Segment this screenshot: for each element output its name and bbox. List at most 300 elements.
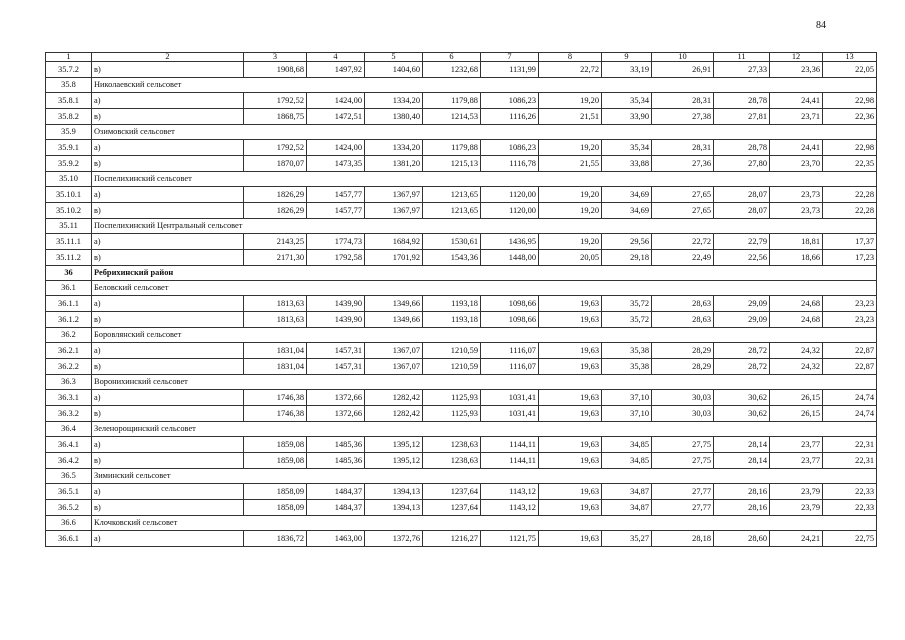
value-cell: 1831,04 xyxy=(244,343,307,359)
row-label: а) xyxy=(92,187,244,203)
row-code: 36.6 xyxy=(46,516,92,531)
table-row xyxy=(46,531,877,547)
value-cell: 30,03 xyxy=(652,406,714,422)
row-code: 35.7.2 xyxy=(46,62,92,78)
row-label: в) xyxy=(92,453,244,469)
value-cell: 22,79 xyxy=(714,234,770,250)
value-cell: 19,20 xyxy=(539,93,602,109)
value-cell: 1125,93 xyxy=(423,406,481,422)
tariff-table xyxy=(45,52,877,547)
value-cell: 1436,95 xyxy=(481,234,539,250)
value-cell: 22,31 xyxy=(823,453,877,469)
value-cell: 22,33 xyxy=(823,484,877,500)
value-cell: 1543,36 xyxy=(423,250,481,266)
value-cell: 24,32 xyxy=(770,343,823,359)
row-code: 35.11.1 xyxy=(46,234,92,250)
row-code: 36.3.2 xyxy=(46,406,92,422)
value-cell: 1424,00 xyxy=(307,140,365,156)
value-cell: 22,31 xyxy=(823,437,877,453)
section-name: Ребрихинский район xyxy=(92,266,877,281)
row-label: в) xyxy=(92,359,244,375)
value-cell: 1813,63 xyxy=(244,296,307,312)
row-code: 36.5.2 xyxy=(46,500,92,516)
value-cell: 23,23 xyxy=(823,296,877,312)
value-cell: 22,35 xyxy=(823,156,877,172)
table-row xyxy=(46,453,877,469)
value-cell: 23,79 xyxy=(770,484,823,500)
value-cell: 22,87 xyxy=(823,359,877,375)
section-name: Поспелихинский Центральный сельсовет xyxy=(92,219,877,234)
table-row xyxy=(46,234,877,250)
value-cell: 18,81 xyxy=(770,234,823,250)
value-cell: 1098,66 xyxy=(481,312,539,328)
value-cell: 19,63 xyxy=(539,359,602,375)
value-cell: 20,05 xyxy=(539,250,602,266)
value-cell: 33,88 xyxy=(602,156,652,172)
value-cell: 1116,07 xyxy=(481,359,539,375)
value-cell: 1216,27 xyxy=(423,531,481,547)
value-cell: 1485,36 xyxy=(307,437,365,453)
row-code: 36.6.1 xyxy=(46,531,92,547)
value-cell: 28,07 xyxy=(714,203,770,219)
value-cell: 1232,68 xyxy=(423,62,481,78)
value-cell: 1144,11 xyxy=(481,453,539,469)
section-name: Клочковский сельсовет xyxy=(92,516,877,531)
value-cell: 22,33 xyxy=(823,500,877,516)
value-cell: 28,31 xyxy=(652,140,714,156)
row-label: в) xyxy=(92,62,244,78)
value-cell: 22,75 xyxy=(823,531,877,547)
row-code: 36.4 xyxy=(46,422,92,437)
value-cell: 1439,90 xyxy=(307,296,365,312)
value-cell: 23,71 xyxy=(770,109,823,125)
value-cell: 1394,13 xyxy=(365,484,423,500)
value-cell: 1774,73 xyxy=(307,234,365,250)
table-row xyxy=(46,359,877,375)
value-cell: 1121,75 xyxy=(481,531,539,547)
value-cell: 35,72 xyxy=(602,312,652,328)
value-cell: 1334,20 xyxy=(365,140,423,156)
value-cell: 24,68 xyxy=(770,312,823,328)
section-name: Воронихинский сельсовет xyxy=(92,375,877,390)
value-cell: 18,66 xyxy=(770,250,823,266)
row-label: в) xyxy=(92,156,244,172)
value-cell: 22,56 xyxy=(714,250,770,266)
value-cell: 28,18 xyxy=(652,531,714,547)
value-cell: 1870,07 xyxy=(244,156,307,172)
value-cell: 19,20 xyxy=(539,140,602,156)
value-cell: 1349,66 xyxy=(365,296,423,312)
value-cell: 21,55 xyxy=(539,156,602,172)
value-cell: 24,41 xyxy=(770,93,823,109)
column-number: 10 xyxy=(652,53,714,62)
value-cell: 1213,65 xyxy=(423,187,481,203)
value-cell: 1457,77 xyxy=(307,203,365,219)
value-cell: 1684,92 xyxy=(365,234,423,250)
value-cell: 1120,00 xyxy=(481,203,539,219)
value-cell: 1484,37 xyxy=(307,500,365,516)
table-row xyxy=(46,203,877,219)
value-cell: 33,19 xyxy=(602,62,652,78)
value-cell: 28,16 xyxy=(714,500,770,516)
value-cell: 24,68 xyxy=(770,296,823,312)
value-cell: 1485,36 xyxy=(307,453,365,469)
row-code: 35.11.2 xyxy=(46,250,92,266)
value-cell: 1372,66 xyxy=(307,390,365,406)
value-cell: 1381,20 xyxy=(365,156,423,172)
value-cell: 1131,99 xyxy=(481,62,539,78)
table-row xyxy=(46,187,877,203)
value-cell: 1098,66 xyxy=(481,296,539,312)
section-name: Николаевский сельсовет xyxy=(92,78,877,93)
value-cell: 28,63 xyxy=(652,296,714,312)
value-cell: 1457,77 xyxy=(307,187,365,203)
value-cell: 22,87 xyxy=(823,343,877,359)
value-cell: 27,65 xyxy=(652,203,714,219)
row-label: а) xyxy=(92,140,244,156)
value-cell: 1746,38 xyxy=(244,390,307,406)
value-cell: 22,98 xyxy=(823,93,877,109)
row-code: 35.8.2 xyxy=(46,109,92,125)
table-row xyxy=(46,296,877,312)
value-cell: 1367,07 xyxy=(365,359,423,375)
value-cell: 23,73 xyxy=(770,187,823,203)
table-row xyxy=(46,500,877,516)
value-cell: 27,77 xyxy=(652,484,714,500)
value-cell: 1372,66 xyxy=(307,406,365,422)
value-cell: 19,63 xyxy=(539,531,602,547)
value-cell: 1193,18 xyxy=(423,312,481,328)
value-cell: 2171,30 xyxy=(244,250,307,266)
value-cell: 27,80 xyxy=(714,156,770,172)
table-row xyxy=(46,312,877,328)
value-cell: 28,31 xyxy=(652,93,714,109)
value-cell: 1813,63 xyxy=(244,312,307,328)
section-row xyxy=(46,469,877,484)
row-label: а) xyxy=(92,437,244,453)
table-row xyxy=(46,343,877,359)
value-cell: 1858,09 xyxy=(244,484,307,500)
value-cell: 19,63 xyxy=(539,343,602,359)
section-name: Боровлянский сельсовет xyxy=(92,328,877,343)
value-cell: 19,20 xyxy=(539,203,602,219)
value-cell: 1826,29 xyxy=(244,187,307,203)
value-cell: 1792,52 xyxy=(244,140,307,156)
value-cell: 22,36 xyxy=(823,109,877,125)
row-label: а) xyxy=(92,296,244,312)
value-cell: 1086,23 xyxy=(481,140,539,156)
table-row xyxy=(46,62,877,78)
row-code: 36.4.1 xyxy=(46,437,92,453)
row-code: 35.10 xyxy=(46,172,92,187)
value-cell: 19,63 xyxy=(539,406,602,422)
value-cell: 1116,26 xyxy=(481,109,539,125)
value-cell: 35,38 xyxy=(602,343,652,359)
value-cell: 35,27 xyxy=(602,531,652,547)
value-cell: 34,85 xyxy=(602,437,652,453)
value-cell: 22,28 xyxy=(823,187,877,203)
value-cell: 1372,76 xyxy=(365,531,423,547)
value-cell: 17,37 xyxy=(823,234,877,250)
value-cell: 1334,20 xyxy=(365,93,423,109)
column-number: 12 xyxy=(770,53,823,62)
value-cell: 1210,59 xyxy=(423,359,481,375)
value-cell: 1448,00 xyxy=(481,250,539,266)
value-cell: 28,78 xyxy=(714,140,770,156)
section-name: Зиминский сельсовет xyxy=(92,469,877,484)
section-name: Беловский сельсовет xyxy=(92,281,877,296)
value-cell: 1237,64 xyxy=(423,484,481,500)
value-cell: 35,34 xyxy=(602,140,652,156)
value-cell: 22,98 xyxy=(823,140,877,156)
value-cell: 19,20 xyxy=(539,187,602,203)
value-cell: 1143,12 xyxy=(481,484,539,500)
table-row xyxy=(46,93,877,109)
value-cell: 29,09 xyxy=(714,312,770,328)
value-cell: 27,75 xyxy=(652,437,714,453)
value-cell: 1457,31 xyxy=(307,359,365,375)
value-cell: 22,49 xyxy=(652,250,714,266)
row-label: а) xyxy=(92,343,244,359)
value-cell: 1530,61 xyxy=(423,234,481,250)
section-name: Озимовский сельсовет xyxy=(92,125,877,140)
value-cell: 1395,12 xyxy=(365,437,423,453)
value-cell: 24,74 xyxy=(823,406,877,422)
value-cell: 1116,07 xyxy=(481,343,539,359)
row-code: 35.11 xyxy=(46,219,92,234)
value-cell: 23,77 xyxy=(770,437,823,453)
value-cell: 1179,88 xyxy=(423,140,481,156)
row-code: 35.9.1 xyxy=(46,140,92,156)
table-row xyxy=(46,109,877,125)
row-label: в) xyxy=(92,500,244,516)
section-row xyxy=(46,422,877,437)
section-name: Зеленорощинский сельсовет xyxy=(92,422,877,437)
table-row xyxy=(46,406,877,422)
value-cell: 1792,58 xyxy=(307,250,365,266)
row-label: а) xyxy=(92,531,244,547)
value-cell: 27,65 xyxy=(652,187,714,203)
value-cell: 27,36 xyxy=(652,156,714,172)
value-cell: 28,72 xyxy=(714,343,770,359)
row-code: 36.3.1 xyxy=(46,390,92,406)
row-label: в) xyxy=(92,406,244,422)
row-label: в) xyxy=(92,109,244,125)
value-cell: 23,77 xyxy=(770,453,823,469)
value-cell: 1238,63 xyxy=(423,453,481,469)
value-cell: 1210,59 xyxy=(423,343,481,359)
row-code: 35.8 xyxy=(46,78,92,93)
value-cell: 1282,42 xyxy=(365,390,423,406)
value-cell: 1473,35 xyxy=(307,156,365,172)
value-cell: 23,23 xyxy=(823,312,877,328)
value-cell: 28,07 xyxy=(714,187,770,203)
value-cell: 1836,72 xyxy=(244,531,307,547)
value-cell: 28,72 xyxy=(714,359,770,375)
value-cell: 1457,31 xyxy=(307,343,365,359)
value-cell: 28,29 xyxy=(652,343,714,359)
value-cell: 1746,38 xyxy=(244,406,307,422)
value-cell: 27,33 xyxy=(714,62,770,78)
row-code: 36.1 xyxy=(46,281,92,296)
section-name: Поспелихинский сельсовет xyxy=(92,172,877,187)
column-number: 1 xyxy=(46,53,92,62)
value-cell: 19,63 xyxy=(539,296,602,312)
value-cell: 1125,93 xyxy=(423,390,481,406)
value-cell: 34,69 xyxy=(602,203,652,219)
value-cell: 34,87 xyxy=(602,484,652,500)
row-code: 36.5.1 xyxy=(46,484,92,500)
value-cell: 30,62 xyxy=(714,406,770,422)
value-cell: 28,78 xyxy=(714,93,770,109)
value-cell: 26,15 xyxy=(770,390,823,406)
value-cell: 1831,04 xyxy=(244,359,307,375)
row-code: 36.5 xyxy=(46,469,92,484)
table-row xyxy=(46,390,877,406)
table-body xyxy=(46,53,877,547)
value-cell: 24,21 xyxy=(770,531,823,547)
value-cell: 1394,13 xyxy=(365,500,423,516)
value-cell: 1031,41 xyxy=(481,406,539,422)
value-cell: 29,09 xyxy=(714,296,770,312)
value-cell: 24,74 xyxy=(823,390,877,406)
value-cell: 1908,68 xyxy=(244,62,307,78)
value-cell: 22,28 xyxy=(823,203,877,219)
value-cell: 19,63 xyxy=(539,500,602,516)
value-cell: 27,75 xyxy=(652,453,714,469)
value-cell: 19,63 xyxy=(539,437,602,453)
row-code: 36.1.1 xyxy=(46,296,92,312)
value-cell: 28,63 xyxy=(652,312,714,328)
section-row xyxy=(46,281,877,296)
column-number: 7 xyxy=(481,53,539,62)
value-cell: 1463,00 xyxy=(307,531,365,547)
value-cell: 1367,97 xyxy=(365,187,423,203)
section-row xyxy=(46,516,877,531)
column-number-row xyxy=(46,53,877,62)
value-cell: 28,14 xyxy=(714,437,770,453)
value-cell: 1497,92 xyxy=(307,62,365,78)
column-number: 13 xyxy=(823,53,877,62)
value-cell: 19,63 xyxy=(539,484,602,500)
value-cell: 27,77 xyxy=(652,500,714,516)
column-number: 2 xyxy=(92,53,244,62)
column-number: 8 xyxy=(539,53,602,62)
value-cell: 23,70 xyxy=(770,156,823,172)
table-row xyxy=(46,250,877,266)
row-code: 36.1.2 xyxy=(46,312,92,328)
section-row xyxy=(46,78,877,93)
row-label: в) xyxy=(92,250,244,266)
value-cell: 1116,78 xyxy=(481,156,539,172)
value-cell: 27,38 xyxy=(652,109,714,125)
column-number: 9 xyxy=(602,53,652,62)
value-cell: 1868,75 xyxy=(244,109,307,125)
value-cell: 1395,12 xyxy=(365,453,423,469)
column-number: 11 xyxy=(714,53,770,62)
value-cell: 35,34 xyxy=(602,93,652,109)
value-cell: 30,03 xyxy=(652,390,714,406)
value-cell: 1214,53 xyxy=(423,109,481,125)
table-row xyxy=(46,156,877,172)
column-number: 6 xyxy=(423,53,481,62)
value-cell: 1792,52 xyxy=(244,93,307,109)
value-cell: 37,10 xyxy=(602,390,652,406)
value-cell: 28,16 xyxy=(714,484,770,500)
row-label: а) xyxy=(92,390,244,406)
value-cell: 1439,90 xyxy=(307,312,365,328)
value-cell: 1143,12 xyxy=(481,500,539,516)
value-cell: 1215,13 xyxy=(423,156,481,172)
section-row xyxy=(46,125,877,140)
value-cell: 23,73 xyxy=(770,203,823,219)
row-label: в) xyxy=(92,203,244,219)
row-code: 35.8.1 xyxy=(46,93,92,109)
value-cell: 37,10 xyxy=(602,406,652,422)
value-cell: 1367,07 xyxy=(365,343,423,359)
value-cell: 1826,29 xyxy=(244,203,307,219)
value-cell: 1213,65 xyxy=(423,203,481,219)
row-code: 35.10.2 xyxy=(46,203,92,219)
value-cell: 1086,23 xyxy=(481,93,539,109)
value-cell: 1484,37 xyxy=(307,484,365,500)
value-cell: 19,63 xyxy=(539,390,602,406)
value-cell: 28,29 xyxy=(652,359,714,375)
value-cell: 1179,88 xyxy=(423,93,481,109)
value-cell: 1380,40 xyxy=(365,109,423,125)
value-cell: 1404,60 xyxy=(365,62,423,78)
value-cell: 27,81 xyxy=(714,109,770,125)
value-cell: 19,63 xyxy=(539,312,602,328)
section-row xyxy=(46,172,877,187)
value-cell: 1859,08 xyxy=(244,437,307,453)
value-cell: 1193,18 xyxy=(423,296,481,312)
value-cell: 1472,51 xyxy=(307,109,365,125)
value-cell: 1031,41 xyxy=(481,390,539,406)
row-code: 35.9 xyxy=(46,125,92,140)
section-row xyxy=(46,328,877,343)
value-cell: 1424,00 xyxy=(307,93,365,109)
column-number: 5 xyxy=(365,53,423,62)
value-cell: 28,14 xyxy=(714,453,770,469)
column-number: 3 xyxy=(244,53,307,62)
value-cell: 28,60 xyxy=(714,531,770,547)
value-cell: 1701,92 xyxy=(365,250,423,266)
value-cell: 1859,08 xyxy=(244,453,307,469)
value-cell: 26,15 xyxy=(770,406,823,422)
value-cell: 1349,66 xyxy=(365,312,423,328)
row-code: 35.9.2 xyxy=(46,156,92,172)
value-cell: 17,23 xyxy=(823,250,877,266)
value-cell: 22,05 xyxy=(823,62,877,78)
value-cell: 34,87 xyxy=(602,500,652,516)
value-cell: 2143,25 xyxy=(244,234,307,250)
row-code: 36 xyxy=(46,266,92,281)
value-cell: 1238,63 xyxy=(423,437,481,453)
value-cell: 24,41 xyxy=(770,140,823,156)
row-code: 36.2 xyxy=(46,328,92,343)
value-cell: 19,20 xyxy=(539,234,602,250)
value-cell: 33,90 xyxy=(602,109,652,125)
value-cell: 29,18 xyxy=(602,250,652,266)
column-number: 4 xyxy=(307,53,365,62)
value-cell: 22,72 xyxy=(539,62,602,78)
value-cell: 26,91 xyxy=(652,62,714,78)
row-label: а) xyxy=(92,93,244,109)
row-code: 36.4.2 xyxy=(46,453,92,469)
row-label: в) xyxy=(92,312,244,328)
value-cell: 1237,64 xyxy=(423,500,481,516)
